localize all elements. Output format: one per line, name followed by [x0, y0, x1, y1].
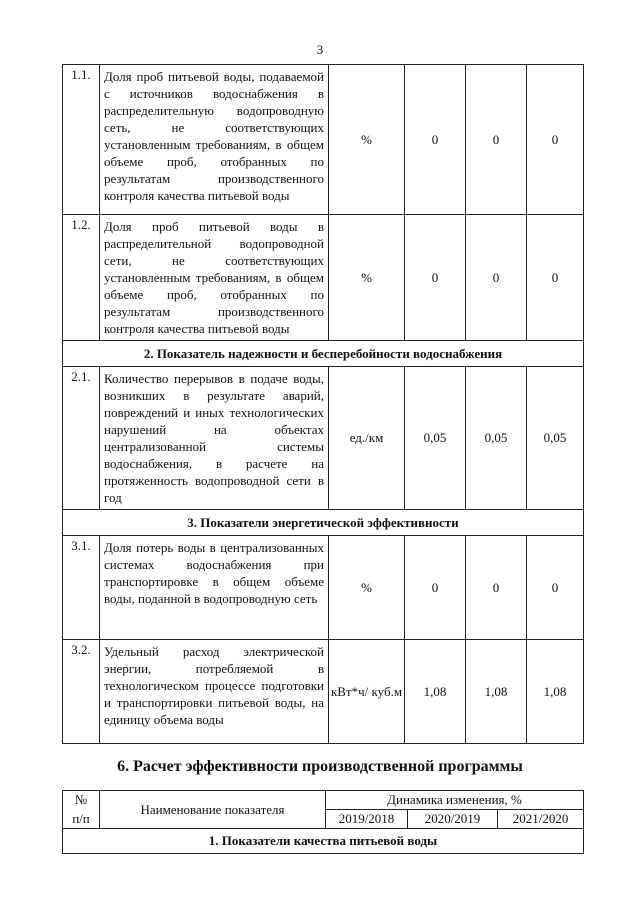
value-cell: 1,08	[527, 640, 584, 744]
row-number: 1.1.	[63, 65, 100, 215]
value-cell: 1,08	[466, 640, 527, 744]
value-cell: 0	[405, 536, 466, 640]
value-cell: 0,05	[466, 367, 527, 510]
value-cell: 0	[405, 65, 466, 215]
value-cell: 0,05	[405, 367, 466, 510]
value-cell: 0	[466, 65, 527, 215]
value-cell: 0	[527, 215, 584, 341]
table-row	[63, 367, 584, 510]
unit-cell: кВт*ч/ куб.м	[329, 640, 405, 744]
unit-cell: ед./км	[329, 367, 405, 510]
section-title: 3. Показатели энергетической эффективности	[63, 510, 584, 536]
indicator-name: Доля проб питьевой воды, подаваемой с источников водоснабжения в распределительную водопроводную сеть, не соответствующих установленным требованиям, в общем объеме проб, отобранных по результатам производственного контроля качества питьевой воды	[100, 65, 329, 215]
section-row	[63, 341, 584, 367]
unit-cell: %	[329, 65, 405, 215]
indicator-name: Количество перерывов в подаче воды, возникших в результате аварий, повреждений и иных технологических нарушений на объектах централизованной системы водоснабжения, в расчете на протяженность водопроводной сети в год	[100, 367, 329, 510]
efficiency-table	[62, 790, 584, 854]
row-number: 1.2.	[63, 215, 100, 341]
value-cell: 0	[527, 65, 584, 215]
unit-cell: %	[329, 536, 405, 640]
indicator-name: Доля потерь воды в централизованных системах водоснабжения при транспортировке в общем объеме воды, поданной в водопроводную сеть	[100, 536, 329, 640]
num-header-sub: п/п	[63, 810, 100, 829]
value-cell: 0	[466, 536, 527, 640]
row-number: 3.1.	[63, 536, 100, 640]
name-header: Наименование показателя	[100, 791, 326, 829]
table-row	[63, 65, 584, 215]
indicator-name: Доля проб питьевой воды в распределительной водопроводной сети, не соответствующих установленным требованиям, в общем объеме проб, отобранных по результатам производственного контроля качества питьевой воды	[100, 215, 329, 341]
year-header: 2021/2020	[498, 810, 584, 829]
num-header: №	[63, 791, 100, 810]
header-row	[63, 791, 584, 810]
section-row	[63, 829, 584, 854]
table-row	[63, 640, 584, 744]
section-title: 2. Показатель надежности и бесперебойности водоснабжения	[63, 341, 584, 367]
value-cell: 0	[527, 536, 584, 640]
section-row	[63, 510, 584, 536]
year-header: 2020/2019	[408, 810, 498, 829]
unit-cell: %	[329, 215, 405, 341]
row-number: 3.2.	[63, 640, 100, 744]
table-row	[63, 215, 584, 341]
value-cell: 0	[466, 215, 527, 341]
section-heading: 6. Расчет эффективности производственной программы	[117, 758, 523, 775]
value-cell: 0,05	[527, 367, 584, 510]
value-cell: 1,08	[405, 640, 466, 744]
value-cell: 0	[405, 215, 466, 341]
row-number: 2.1.	[63, 367, 100, 510]
indicator-name: Удельный расход электрической энергии, потребляемой в технологическом процессе подготовки и транспортировки питьевой воды, на единицу объема воды	[100, 640, 329, 744]
section-title: 1. Показатели качества питьевой воды	[63, 829, 584, 854]
page-number: 3	[316, 42, 324, 57]
year-header: 2019/2018	[326, 810, 408, 829]
indicators-table	[62, 64, 584, 744]
table-row	[63, 536, 584, 640]
dynamics-header: Динамика изменения, %	[326, 791, 584, 810]
